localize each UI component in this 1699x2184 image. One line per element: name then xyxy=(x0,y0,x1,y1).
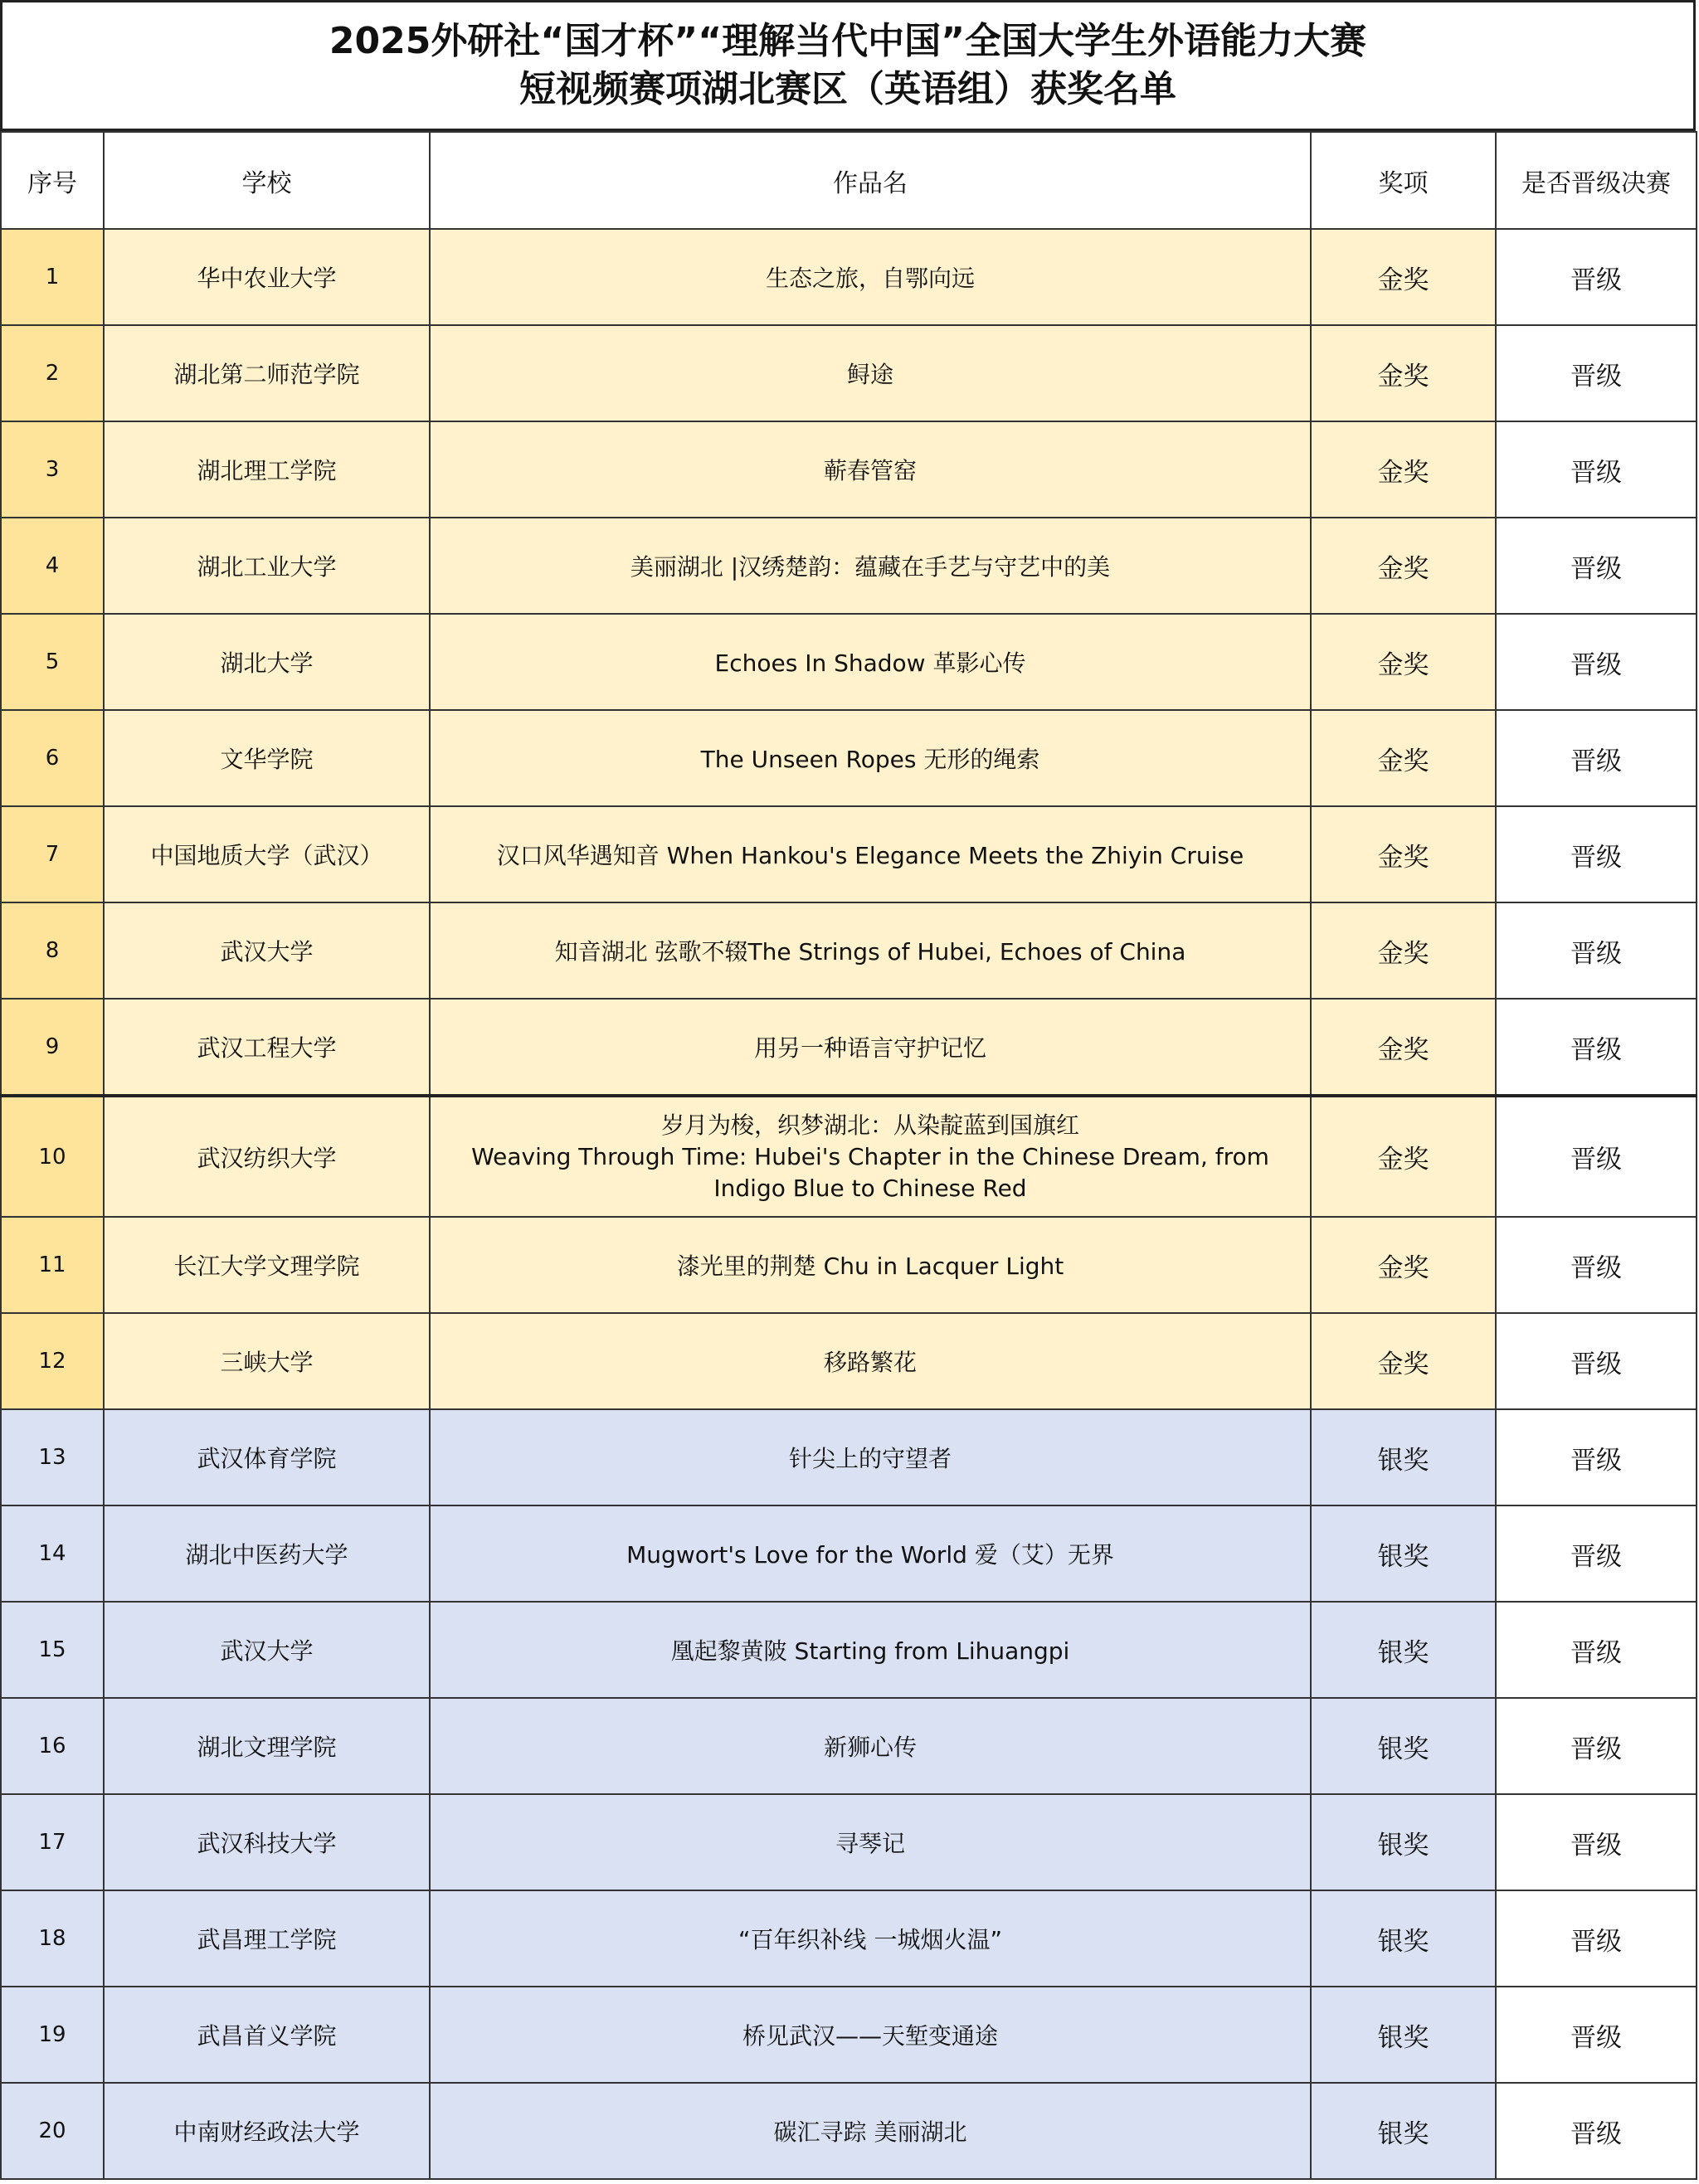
advance-status: 晋级 xyxy=(1496,1096,1697,1217)
work-title xyxy=(430,1313,1311,1409)
work-title-line: 生态之旅，自鄂向远 xyxy=(765,265,975,292)
table-row xyxy=(1,710,1697,806)
award-level: 金奖 xyxy=(1311,614,1496,710)
advance-status: 晋级 xyxy=(1496,902,1697,999)
award-level: 金奖 xyxy=(1311,229,1496,325)
advance-status: 晋级 xyxy=(1496,1987,1697,2083)
school-name: 武汉纺织大学 xyxy=(104,1096,430,1217)
header-advance: 是否晋级决赛 xyxy=(1496,132,1697,229)
school-name: 武昌理工学院 xyxy=(104,1890,430,1987)
work-title-line: 美丽湖北 |汉绣楚韵：蕴藏在手艺与守艺中的美 xyxy=(630,553,1111,581)
row-number: 15 xyxy=(1,1602,104,1698)
award-level: 银奖 xyxy=(1311,1409,1496,1505)
advance-status: 晋级 xyxy=(1496,325,1697,421)
work-title xyxy=(430,1505,1311,1602)
row-number: 17 xyxy=(1,1794,104,1890)
row-number: 4 xyxy=(1,518,104,614)
work-title xyxy=(430,1409,1311,1505)
advance-status: 晋级 xyxy=(1496,614,1697,710)
table-row xyxy=(1,1794,1697,1890)
work-title-line: 新狮心传 xyxy=(823,1734,917,1761)
table-row xyxy=(1,518,1697,614)
work-title xyxy=(430,1794,1311,1890)
advance-status: 晋级 xyxy=(1496,1698,1697,1794)
school-name: 湖北工业大学 xyxy=(104,518,430,614)
work-title-line: 岁月为梭，织梦湖北：从染靛蓝到国旗红 xyxy=(660,1111,1079,1139)
header-number: 序号 xyxy=(1,132,104,229)
school-name: 湖北中医药大学 xyxy=(104,1505,430,1602)
award-level: 银奖 xyxy=(1311,1890,1496,1987)
row-number: 19 xyxy=(1,1987,104,2083)
award-level: 金奖 xyxy=(1311,806,1496,902)
work-title-line: 蕲春管窑 xyxy=(823,457,917,484)
school-name: 湖北大学 xyxy=(104,614,430,710)
title-line-1: 2025外研社“国才杯”“理解当代中国”全国大学生外语能力大赛 xyxy=(329,20,1367,62)
work-title xyxy=(430,806,1311,902)
advance-status: 晋级 xyxy=(1496,806,1697,902)
work-title xyxy=(430,1987,1311,2083)
school-name: 武汉科技大学 xyxy=(104,1794,430,1890)
row-number: 10 xyxy=(1,1096,104,1217)
table-row xyxy=(1,1698,1697,1794)
work-title-line: 针尖上的守望者 xyxy=(788,1445,952,1472)
award-level: 金奖 xyxy=(1311,325,1496,421)
work-title xyxy=(430,1602,1311,1698)
school-name: 湖北第二师范学院 xyxy=(104,325,430,421)
advance-status: 晋级 xyxy=(1496,1890,1697,1987)
school-name: 中国地质大学（武汉） xyxy=(104,806,430,902)
work-title-line: Indigo Blue to Chinese Red xyxy=(713,1174,1027,1202)
advance-status: 晋级 xyxy=(1496,1505,1697,1602)
row-number: 2 xyxy=(1,325,104,421)
row-number: 5 xyxy=(1,614,104,710)
table-row xyxy=(1,421,1697,518)
table-row xyxy=(1,1602,1697,1698)
work-title xyxy=(430,518,1311,614)
header-award: 奖项 xyxy=(1311,132,1496,229)
award-level: 金奖 xyxy=(1311,999,1496,1096)
row-number: 18 xyxy=(1,1890,104,1987)
work-title-line: 桥见武汉——天堑变通途 xyxy=(742,2022,998,2050)
header-school: 学校 xyxy=(104,132,430,229)
work-title-line: “百年织补线 一城烟火温” xyxy=(738,1926,1002,1953)
award-table xyxy=(0,131,1697,2180)
row-number: 1 xyxy=(1,229,104,325)
table-row xyxy=(1,999,1697,1096)
advance-status: 晋级 xyxy=(1496,421,1697,518)
row-number: 11 xyxy=(1,1217,104,1313)
row-number: 12 xyxy=(1,1313,104,1409)
school-name: 武昌首义学院 xyxy=(104,1987,430,2083)
work-title xyxy=(430,999,1311,1096)
award-level: 银奖 xyxy=(1311,1987,1496,2083)
row-number: 20 xyxy=(1,2083,104,2179)
advance-status: 晋级 xyxy=(1496,999,1697,1096)
school-name: 武汉大学 xyxy=(104,902,430,999)
award-level: 金奖 xyxy=(1311,902,1496,999)
work-title xyxy=(430,1217,1311,1313)
header-work: 作品名 xyxy=(430,132,1311,229)
school-name: 文华学院 xyxy=(104,710,430,806)
advance-status: 晋级 xyxy=(1496,2083,1697,2179)
table-row xyxy=(1,1890,1697,1987)
award-level: 银奖 xyxy=(1311,2083,1496,2179)
work-title xyxy=(430,2083,1311,2179)
school-name: 三峡大学 xyxy=(104,1313,430,1409)
award-level: 金奖 xyxy=(1311,710,1496,806)
work-title-line: 碳汇寻踪 美丽湖北 xyxy=(773,2118,967,2146)
work-title-line: The Unseen Ropes 无形的绳索 xyxy=(700,746,1040,773)
award-level: 银奖 xyxy=(1311,1505,1496,1602)
work-title-line: 汉口风华遇知音 When Hankou's Elegance Meets the Zhiyin Cruise xyxy=(496,842,1244,869)
school-name: 华中农业大学 xyxy=(104,229,430,325)
advance-status: 晋级 xyxy=(1496,518,1697,614)
table-row xyxy=(1,902,1697,999)
table-row xyxy=(1,1217,1697,1313)
award-level: 金奖 xyxy=(1311,1096,1496,1217)
row-number: 9 xyxy=(1,999,104,1096)
work-title-line: 用另一种语言守护记忆 xyxy=(753,1034,986,1062)
advance-status: 晋级 xyxy=(1496,1794,1697,1890)
table-row xyxy=(1,1409,1697,1505)
school-name: 湖北理工学院 xyxy=(104,421,430,518)
row-number: 16 xyxy=(1,1698,104,1794)
work-title xyxy=(430,1890,1311,1987)
award-level: 金奖 xyxy=(1311,1217,1496,1313)
work-title-line: Mugwort's Love for the World 爱（艾）无界 xyxy=(626,1541,1114,1569)
work-title xyxy=(430,325,1311,421)
school-name: 武汉体育学院 xyxy=(104,1409,430,1505)
table-row xyxy=(1,1096,1697,1217)
work-title-line: 移路繁花 xyxy=(823,1349,917,1376)
row-number: 6 xyxy=(1,710,104,806)
award-level: 金奖 xyxy=(1311,421,1496,518)
table-row xyxy=(1,1987,1697,2083)
work-title-line: 凰起黎黄陂 Starting from Lihuangpi xyxy=(670,1637,1070,1665)
table-row xyxy=(1,1313,1697,1409)
work-title xyxy=(430,1698,1311,1794)
work-title-line: 漆光里的荆楚 Chu in Lacquer Light xyxy=(676,1253,1064,1280)
advance-status: 晋级 xyxy=(1496,1217,1697,1313)
work-title-line: 知音湖北 弦歌不辍The Strings of Hubei, Echoes of China xyxy=(554,938,1186,966)
school-name: 武汉大学 xyxy=(104,1602,430,1698)
title-block xyxy=(0,0,1696,131)
work-title xyxy=(430,710,1311,806)
award-level: 银奖 xyxy=(1311,1698,1496,1794)
title-line-2: 短视频赛项湖北赛区（英语组）获奖名单 xyxy=(519,68,1176,110)
work-title xyxy=(430,1096,1311,1217)
work-title-line: 鲟途 xyxy=(846,361,893,388)
table-row xyxy=(1,614,1697,710)
table-row xyxy=(1,2083,1697,2179)
row-number: 14 xyxy=(1,1505,104,1602)
advance-status: 晋级 xyxy=(1496,229,1697,325)
advance-status: 晋级 xyxy=(1496,1313,1697,1409)
work-title-line: Echoes In Shadow 革影心传 xyxy=(714,649,1026,677)
table-header-row xyxy=(1,132,1697,229)
school-name: 武汉工程大学 xyxy=(104,999,430,1096)
work-title xyxy=(430,902,1311,999)
award-level: 金奖 xyxy=(1311,518,1496,614)
row-number: 13 xyxy=(1,1409,104,1505)
advance-status: 晋级 xyxy=(1496,710,1697,806)
school-name: 湖北文理学院 xyxy=(104,1698,430,1794)
advance-status: 晋级 xyxy=(1496,1602,1697,1698)
work-title-line: Weaving Through Time: Hubei's Chapter in the Chinese Dream, from xyxy=(471,1142,1269,1170)
award-level: 银奖 xyxy=(1311,1602,1496,1698)
row-number: 7 xyxy=(1,806,104,902)
work-title-line: 寻琴记 xyxy=(835,1830,905,1857)
table-row xyxy=(1,1505,1697,1602)
table-row xyxy=(1,325,1697,421)
award-level: 银奖 xyxy=(1311,1794,1496,1890)
row-number: 3 xyxy=(1,421,104,518)
row-number: 8 xyxy=(1,902,104,999)
award-level: 金奖 xyxy=(1311,1313,1496,1409)
advance-status: 晋级 xyxy=(1496,1409,1697,1505)
work-title xyxy=(430,614,1311,710)
work-title xyxy=(430,421,1311,518)
table-row xyxy=(1,806,1697,902)
table-row xyxy=(1,229,1697,325)
work-title xyxy=(430,229,1311,325)
school-name: 长江大学文理学院 xyxy=(104,1217,430,1313)
school-name: 中南财经政法大学 xyxy=(104,2083,430,2179)
